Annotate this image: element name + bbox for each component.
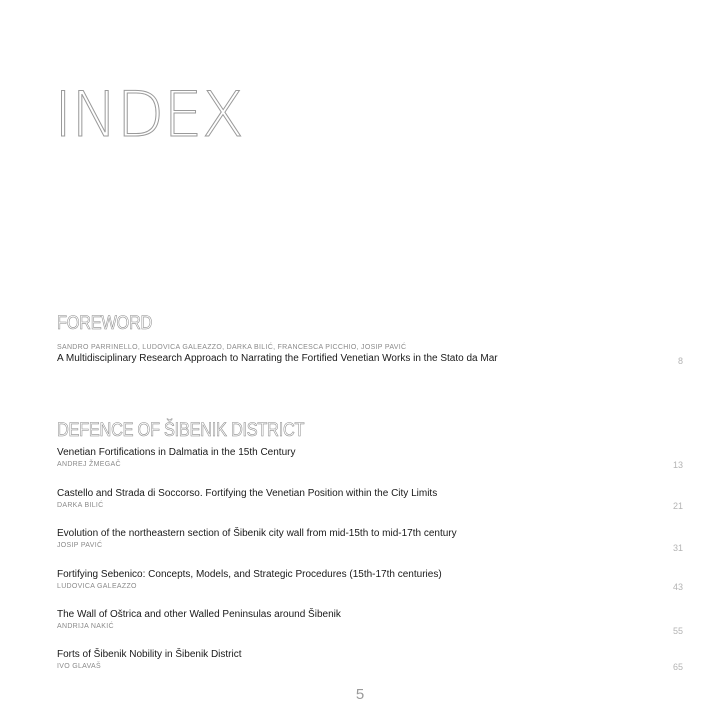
toc-entry: [57, 527, 683, 551]
entry-title: Castello and Strada di Soccorso. Fortifying the Venetian Position within the City Limits: [57, 488, 438, 499]
foreword-title: A Multidisciplinary Research Approach to Narrating the Fortified Venetian Works in the Stato da Mar: [57, 353, 498, 364]
foreword-authors: SANDRO PARRINELLO, LUDOVICA GALEAZZO, DARKA BILIĆ, FRANCESCA PICCHIO, JOSIP PAVIĆ: [57, 344, 407, 351]
page-number: 5: [355, 686, 365, 703]
entry-page-number: 21: [672, 501, 683, 511]
toc-entry: [57, 608, 683, 636]
entry-title: Fortifying Sebenico: Concepts, Models, and Strategic Procedures (15th-17th centuries): [57, 569, 442, 580]
foreword-heading: FOREWORD: [57, 313, 153, 334]
toc-entry: [57, 568, 683, 592]
entry-author: JOSIP PAVIĆ: [57, 542, 103, 549]
entry-title: Venetian Fortifications in Dalmatia in the 15th Century: [57, 447, 296, 458]
toc-entry: [57, 648, 683, 672]
entry-author: LUDOVICA GALEAZZO: [57, 583, 137, 590]
page-title: INDEX: [54, 78, 244, 151]
entry-author: DARKA BILIĆ: [57, 502, 104, 509]
section-heading: DEFENCE OF ŠIBENIK DISTRICT: [57, 420, 305, 441]
entry-title: Forts of Šibenik Nobility in Šibenik District: [57, 649, 242, 660]
entry-author: ANDRIJA NAKIĆ: [57, 623, 114, 630]
entry-page-number: 65: [672, 662, 683, 672]
entry-page-number: 31: [672, 543, 683, 553]
entry-author: IVO GLAVAŠ: [57, 663, 101, 670]
toc-entry: [57, 446, 683, 470]
foreword-page-number: 8: [677, 356, 683, 366]
entry-title: Evolution of the northeastern section of Šibenik city wall from mid-15th to mid-17th century: [57, 528, 457, 539]
entry-page-number: 13: [672, 460, 683, 470]
entry-author: ANDREJ ŽMEGAČ: [57, 461, 121, 468]
entry-page-number: 55: [672, 626, 683, 636]
entry-page-number: 43: [672, 582, 683, 592]
entry-title: The Wall of Oštrica and other Walled Peninsulas around Šibenik: [57, 609, 341, 620]
toc-entry: [57, 487, 683, 511]
